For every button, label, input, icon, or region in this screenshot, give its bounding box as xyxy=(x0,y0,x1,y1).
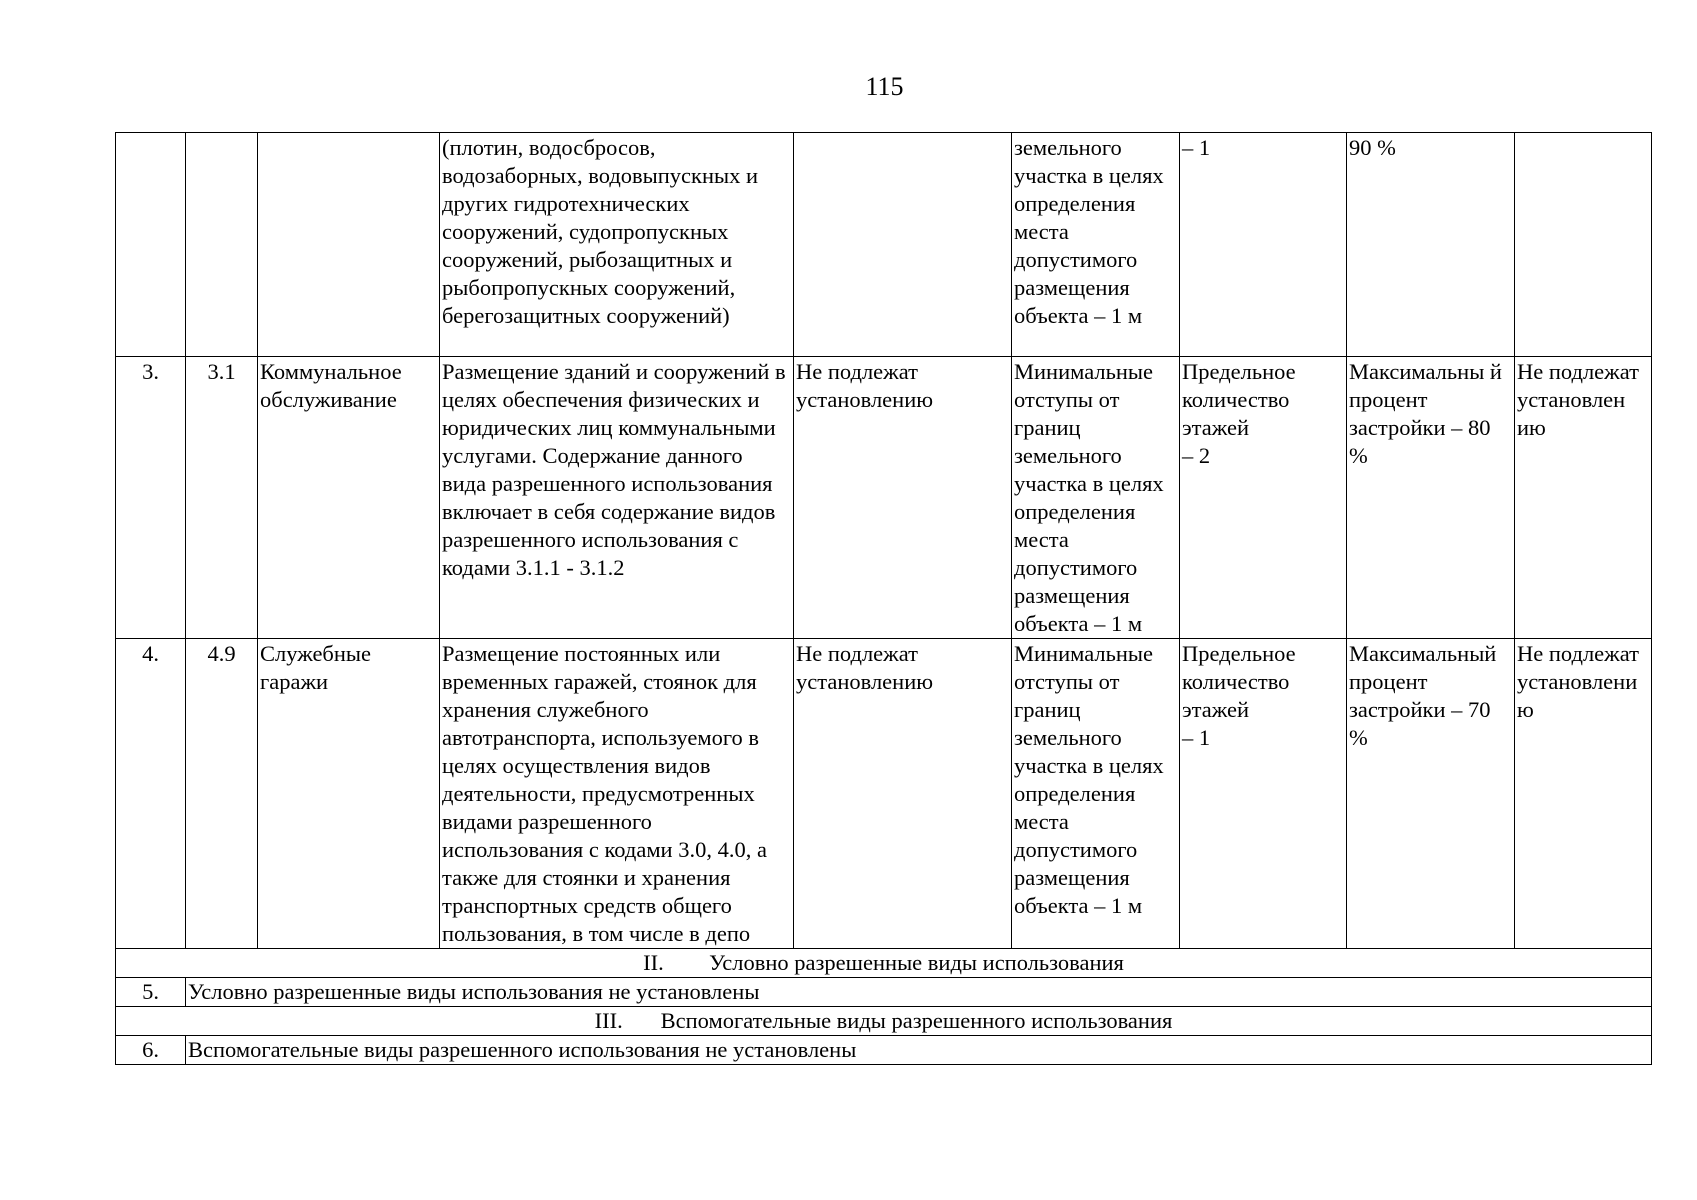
cell-percent: Максимальны й процент застройки – 80 % xyxy=(1347,357,1515,639)
section-title: Вспомогательные виды разрешенного использования xyxy=(660,1008,1173,1033)
cell-floors: Предельное количество этажей – 1 xyxy=(1180,639,1347,949)
land-use-table xyxy=(115,132,1652,1065)
cell-size: Не подлежат установлению xyxy=(794,357,1012,639)
section-header xyxy=(116,949,1652,978)
cell-setback: земельного участка в целях определения места допустимого размещения объекта – 1 м xyxy=(1012,133,1180,357)
table-row xyxy=(116,357,1652,639)
cell-num xyxy=(116,133,186,357)
section-header-row xyxy=(116,1007,1652,1036)
section-header-row xyxy=(116,949,1652,978)
cell-num: 6. xyxy=(116,1036,186,1065)
cell-name xyxy=(258,133,440,357)
cell-percent: 90 % xyxy=(1347,133,1515,357)
cell-note: Вспомогательные виды разрешенного использования не установлены xyxy=(186,1036,1652,1065)
cell-other xyxy=(1515,133,1652,357)
cell-num: 4. xyxy=(116,639,186,949)
table-row xyxy=(116,978,1652,1007)
table-row xyxy=(116,1036,1652,1065)
cell-name: Служебные гаражи xyxy=(258,639,440,949)
section-header xyxy=(116,1007,1652,1036)
section-roman: II. xyxy=(643,950,664,975)
cell-code: 3.1 xyxy=(186,357,258,639)
cell-percent: Максимальный процент застройки – 70 % xyxy=(1347,639,1515,949)
cell-setback: Минимальные отступы от границ земельного участка в целях определения места допустимого размещения объекта – 1 м xyxy=(1012,639,1180,949)
cell-description: Размещение постоянных или временных гаражей, стоянок для хранения служебного автотранспорта, используемого в целях осуществления видов деятельности, предусмотренных видами разрешенного использования с кодами 3.0, 4.0, а также для стоянки и хранения транспортных средств общего пользования, в том числе в депо xyxy=(440,639,794,949)
cell-num: 5. xyxy=(116,978,186,1007)
page-number: 115 xyxy=(865,72,904,101)
cell-description: (плотин, водосбросов, водозаборных, водовыпускных и других гидротехнических сооружений, судопропускных сооружений, рыбозащитных и рыбопропускных сооружений, берегозащитных сооружений) xyxy=(440,133,794,357)
cell-setback: Минимальные отступы от границ земельного участка в целях определения места допустимого размещения объекта – 1 м xyxy=(1012,357,1180,639)
cell-other: Не подлежат установлен ию xyxy=(1515,357,1652,639)
cell-size xyxy=(794,133,1012,357)
table-row-continued xyxy=(116,133,1652,357)
cell-description: Размещение зданий и сооружений в целях обеспечения физических и юридических лиц коммунальными услугами. Содержание данного вида разрешенного использования включает в себя содержание видов разрешенного использования с кодами 3.1.1 - 3.1.2 xyxy=(440,357,794,639)
cell-floors: – 1 xyxy=(1180,133,1347,357)
cell-size: Не подлежат установлению xyxy=(794,639,1012,949)
cell-name: Коммунальное обслуживание xyxy=(258,357,440,639)
cell-num: 3. xyxy=(116,357,186,639)
cell-code xyxy=(186,133,258,357)
cell-other: Не подлежат установлени ю xyxy=(1515,639,1652,949)
cell-code: 4.9 xyxy=(186,639,258,949)
section-title: Условно разрешенные виды использования xyxy=(709,950,1124,975)
cell-note: Условно разрешенные виды использования не установлены xyxy=(186,978,1652,1007)
cell-floors: Предельное количество этажей – 2 xyxy=(1180,357,1347,639)
table-row xyxy=(116,639,1652,949)
section-roman: III. xyxy=(594,1008,623,1033)
